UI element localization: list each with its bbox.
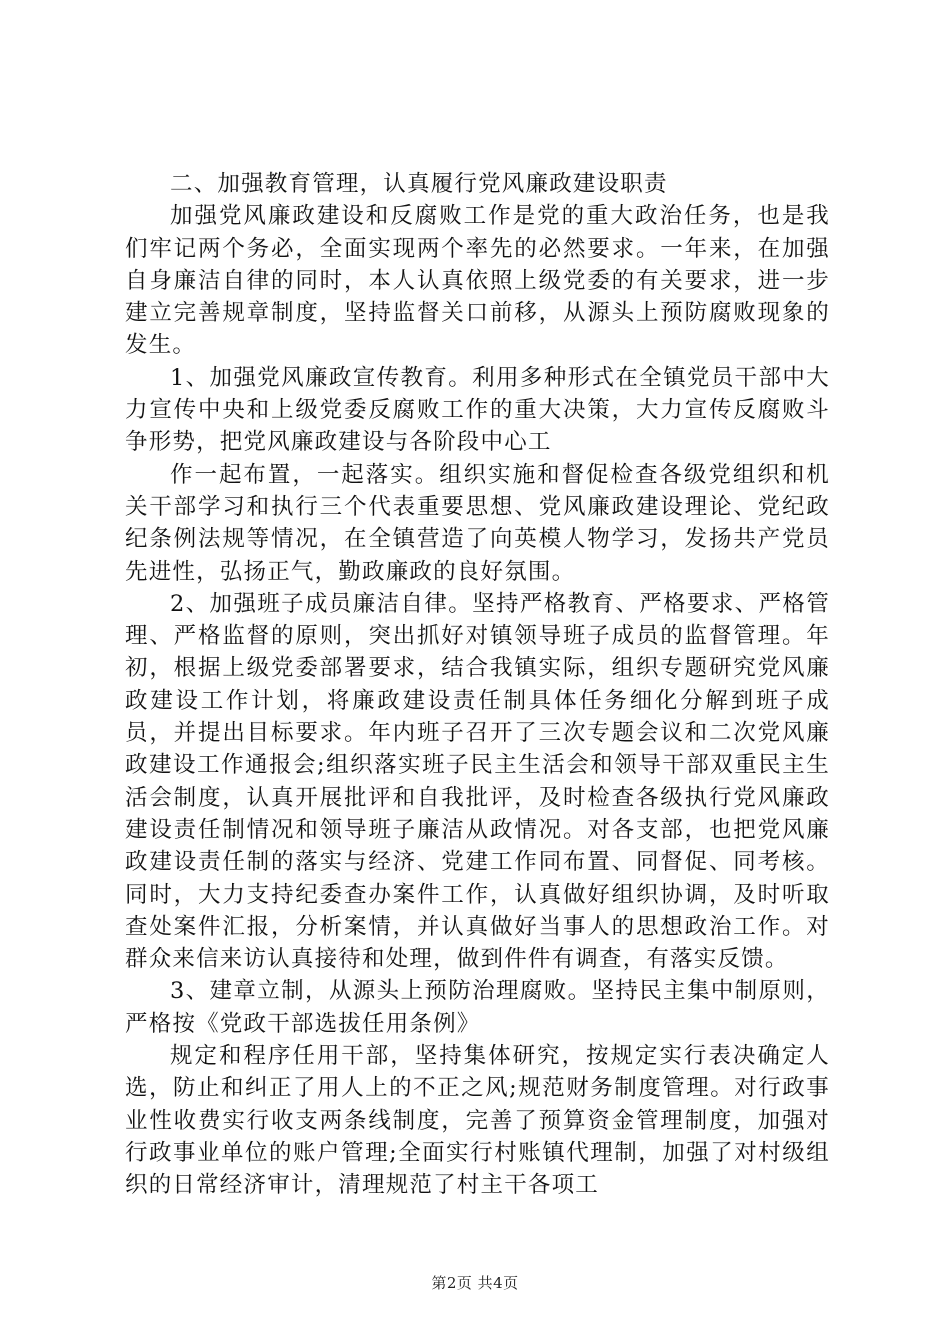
paragraph: 2、加强班子成员廉洁自律。坚持严格教育、严格要求、严格管理、严格监督的原则，突出抓好对镇领导班子成员的监督管理。年初，根据上级党委部署要求，结合我镇实际，组织专题研究党风廉政建设工作计划，将廉政建设责任制具体任务细化分解到班子成员，并提出目标要求。年内班子召开了三次专题会议和二次党风廉政建设工作通报会;组织落实班子民主生活会和领导干部双重民主生活会制度，认真开展批评和自我批评，及时检查各级执行党风廉政建设责任制情况和领导班子廉洁从政情况。对各支部，也把党风廉政建设责任制的落实与经济、党建工作同布置、同督促、同考核。同时，大力支持纪委查办案件工作，认真做好组织协调，及时听取查处案件汇报，分析案情，并认真做好当事人的思想政治工作。对群众来信来访认真接待和处理，做到件件有调查，有落实反馈。	[125, 590, 830, 973]
paragraph: 加强党风廉政建设和反腐败工作是党的重大政治任务，也是我们牢记两个务必，全面实现两个率先的必然要求。一年来，在加强自身廉洁自律的同时，本人认真依照上级党委的有关要求，进一步建立完善规章制度，坚持监督关口前移，从源头上预防腐败现象的发生。	[125, 203, 830, 359]
paragraph: 作一起布置，一起落实。组织实施和督促检查各级党组织和机关干部学习和执行三个代表重要思想、党风廉政建设理论、党纪政纪条例法规等情况，在全镇营造了向英模人物学习，发扬共产党员先进性，弘扬正气，勤政廉政的良好氛围。	[125, 461, 830, 585]
section-heading: 二、加强教育管理，认真履行党风廉政建设职责	[170, 171, 668, 197]
page-number-footer: 第2页 共4页	[431, 1274, 519, 1292]
paragraph: 1、加强党风廉政宣传教育。利用多种形式在全镇党员干部中大力宣传中央和上级党委反腐败工作的重大决策，大力宣传反腐败斗争形势，把党风廉政建设与各阶段中心工	[125, 364, 830, 456]
document-body	[125, 168, 830, 1202]
paragraph: 3、建章立制，从源头上预防治理腐败。坚持民主集中制原则，严格按《党政干部选拔任用条例》	[125, 978, 830, 1037]
paragraph: 规定和程序任用干部，坚持集体研究，按规定实行表决确定人选，防止和纠正了用人上的不正之风;规范财务制度管理。对行政事业性收费实行收支两条线制度，完善了预算资金管理制度，加强对行政事业单位的账户管理;全面实行村账镇代理制，加强了对村级组织的日常经济审计，清理规范了村主干各项工	[125, 1043, 830, 1199]
